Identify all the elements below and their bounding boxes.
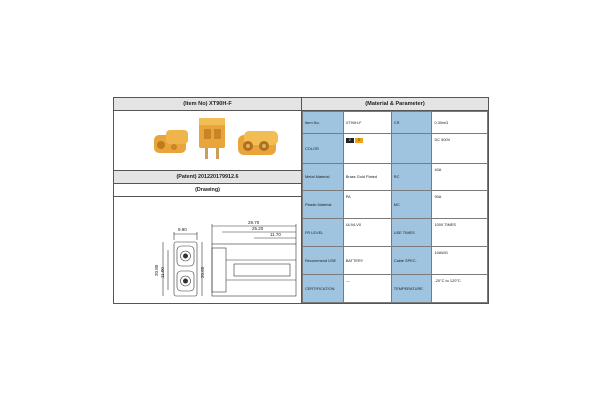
param-label: USE TIMES xyxy=(391,219,432,247)
dim-width: 9.90 xyxy=(178,227,187,232)
dim-length-front: 11.70 xyxy=(270,232,281,237)
table-row xyxy=(303,134,488,163)
param-label: COLOR xyxy=(303,134,344,163)
dim-height-side: 20.65 xyxy=(200,266,205,278)
dim-length-body: 25.20 xyxy=(252,226,264,231)
connector-photo-front xyxy=(238,131,278,155)
table-row xyxy=(303,112,488,134)
material-parameter-header: (Material & Parameter) xyxy=(302,98,488,111)
left-panel xyxy=(114,98,302,303)
table-row xyxy=(303,219,488,247)
param-label: Metal Material xyxy=(303,163,344,191)
product-photo-area xyxy=(114,111,301,171)
param-value: 90A xyxy=(432,191,488,219)
param-value: BATTERY xyxy=(343,247,391,275)
color-swatches xyxy=(343,134,391,163)
param-label: Recommend USE xyxy=(303,247,344,275)
param-label: TEMPERATURE xyxy=(391,275,432,303)
param-value: XT90H-F xyxy=(343,112,391,134)
param-label xyxy=(391,134,432,163)
item-number-header: (Item No) XT90H-F xyxy=(114,98,301,111)
param-value: -20°C to 120°C xyxy=(432,275,488,303)
param-value: 40A xyxy=(432,163,488,191)
param-label: CERTIFICATION xyxy=(303,275,344,303)
drawing-label: (Drawing) xyxy=(195,187,220,193)
param-label: FR LEVEL xyxy=(303,219,344,247)
color-swatch-orange: 3 xyxy=(355,138,363,143)
drawing-header xyxy=(114,184,301,197)
connector-photo-side xyxy=(154,130,188,153)
front-view xyxy=(163,232,202,296)
param-value: — xyxy=(343,275,391,303)
parameter-table xyxy=(302,111,488,303)
param-value: 1000 TIMES xyxy=(432,219,488,247)
table-row xyxy=(303,275,488,303)
right-panel xyxy=(302,98,488,303)
param-value: DC 500V xyxy=(432,134,488,163)
param-label: Item No. xyxy=(303,112,344,134)
drawing-svg xyxy=(114,210,301,303)
param-value: Brass Gold Plated xyxy=(343,163,391,191)
patent-row: (Patent) 201220179912.6 xyxy=(114,171,301,184)
table-row xyxy=(303,191,488,219)
dim-length-total: 29.70 xyxy=(248,220,260,225)
param-value: 0.30mΩ xyxy=(432,112,488,134)
connector-photo-upright xyxy=(199,118,225,159)
param-label: RC xyxy=(391,163,432,191)
technical-drawing xyxy=(114,210,301,303)
color-swatch-black: 2 xyxy=(346,138,354,143)
param-value: PA xyxy=(343,191,391,219)
dim-height-outer: 20.80 xyxy=(154,264,159,276)
table-row xyxy=(303,247,488,275)
param-value: UL94-V0 xyxy=(343,219,391,247)
side-view xyxy=(212,224,296,296)
param-label: Plastic Material xyxy=(303,191,344,219)
param-label: CR xyxy=(391,112,432,134)
connector-photos xyxy=(114,111,301,170)
table-row xyxy=(303,163,488,191)
param-label: MC xyxy=(391,191,432,219)
spec-sheet xyxy=(113,97,489,304)
param-value: 10AWG xyxy=(432,247,488,275)
param-label: Cable SPEC. xyxy=(391,247,432,275)
dim-height-inner: 11.00 xyxy=(160,267,165,278)
